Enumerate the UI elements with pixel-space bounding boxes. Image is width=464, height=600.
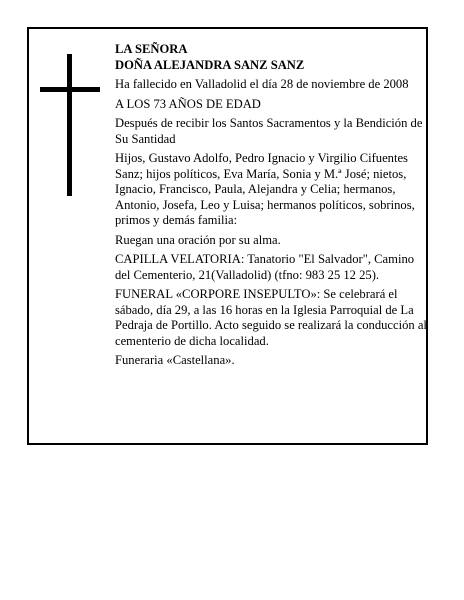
obituary-notice (27, 27, 428, 445)
deceased-name: DOÑA ALEJANDRA SANZ SANZ (115, 57, 305, 72)
notice-text (115, 42, 427, 373)
chapel-info: CAPILLA VELATORIA: Tanatorio "El Salvador", Camino del Cementerio, 21(Valladolid) (tfno: 983 25 12 25). (115, 252, 415, 282)
cross-horizontal-bar (40, 87, 100, 92)
prayer-request: Ruegan una oración por su alma. (115, 232, 281, 247)
cross-icon (40, 54, 100, 196)
sacraments-statement: Después de recibir los Santos Sacramentos y la Bendición de Su Santidad (115, 116, 423, 146)
notice-title: LA SEÑORA (115, 42, 188, 56)
funeral-info: FUNERAL «CORPORE INSEPULTO»: Se celebrará el sábado, día 29, a las 16 horas en la Iglesia Parroquial de La Pedraja de Portillo. Acto seguido se realizará la conducción al cementerio de dicha localidad. (115, 287, 427, 348)
age-statement: A LOS 73 AÑOS DE EDAD (115, 96, 261, 111)
funeral-home: Funeraria «Castellana». (115, 353, 235, 367)
family-list: Hijos, Gustavo Adolfo, Pedro Ignacio y Virgilio Cifuentes Sanz; hijos políticos, Eva María, Sonia y M.ª José; nietos, Ignacio, Francisco, Paula, Alejandra y Celia; hermanos, Antonio, Josefa, Leo y Luisa; hermanos políticos, sobrinos, primos y demás familia: (115, 151, 415, 227)
death-statement: Ha fallecido en Valladolid el día 28 de noviembre de 2008 (115, 77, 409, 91)
cross-vertical-bar (67, 54, 72, 196)
